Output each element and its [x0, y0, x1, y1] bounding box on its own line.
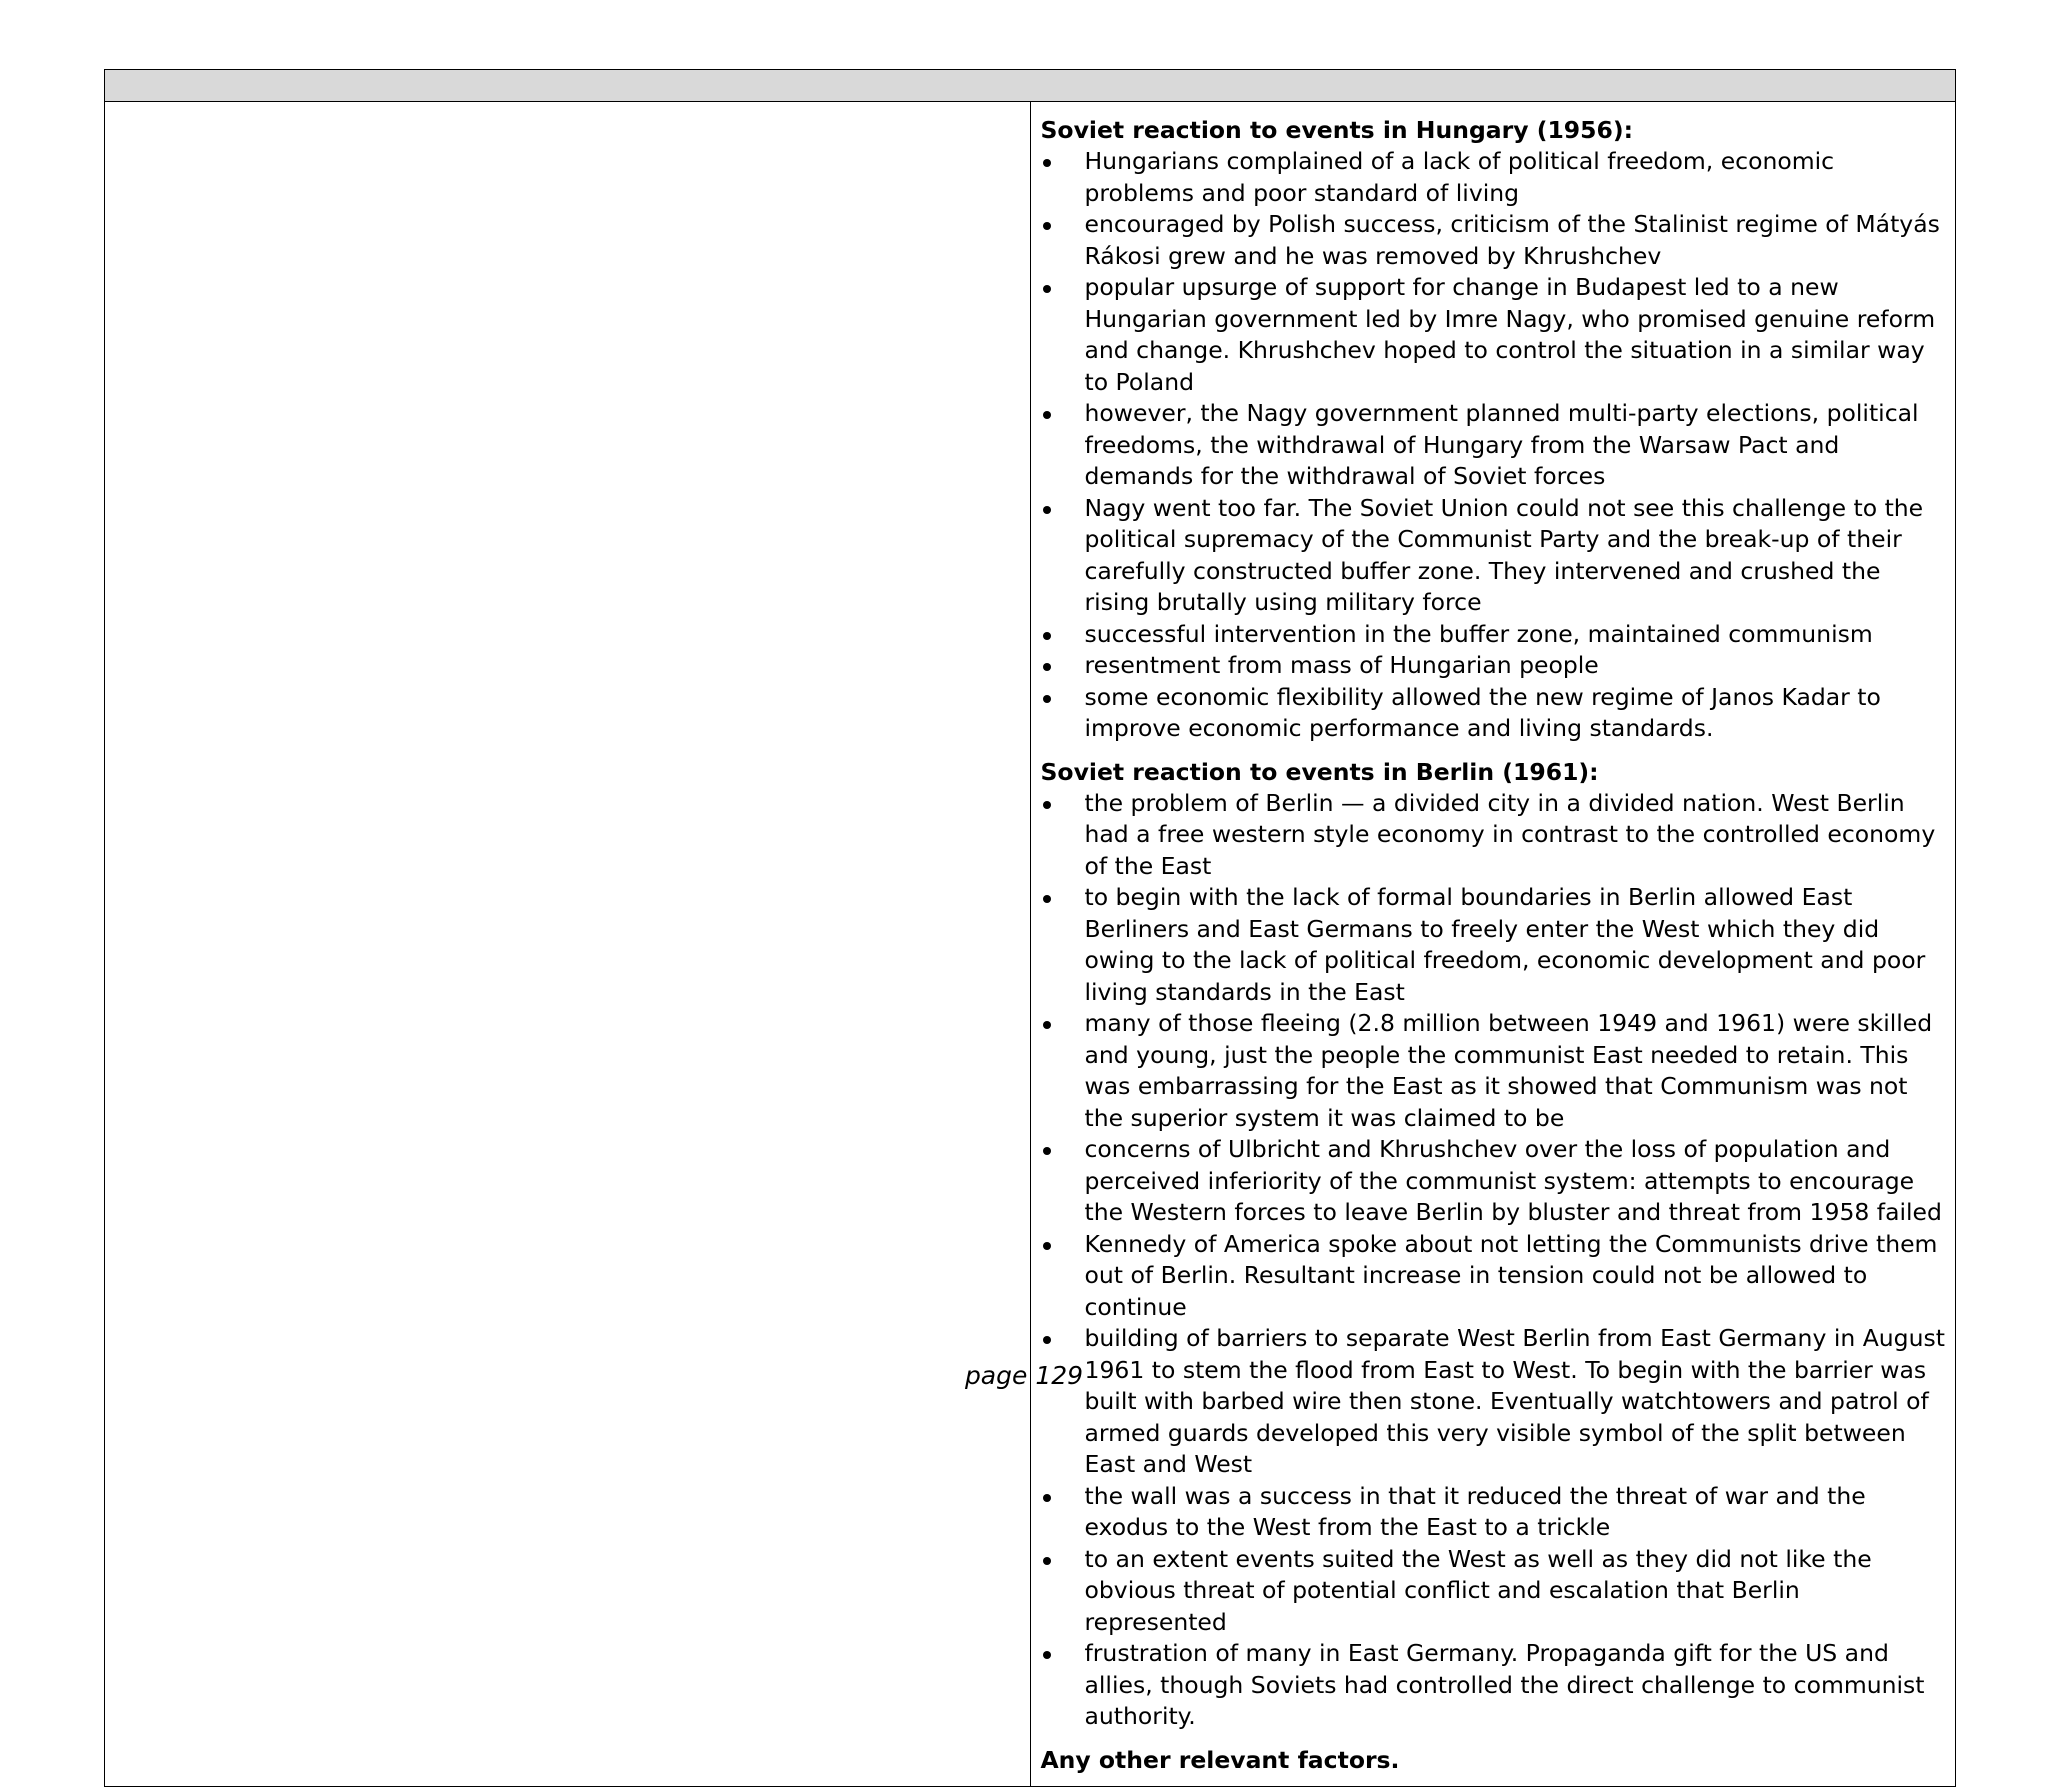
- bullet-icon: [1043, 663, 1051, 671]
- bullet-icon: [1043, 285, 1051, 293]
- bullet-text: encouraged by Polish success, criticism of the Stalinist regime of Mátyás Rákosi grew and he was removed by Khrushchev: [1084, 210, 1940, 270]
- bullet-item: [1041, 619, 1950, 651]
- bullet-item: [1041, 209, 1950, 272]
- bullet-item: [1041, 1008, 1950, 1134]
- bullet-item: [1041, 882, 1950, 1008]
- bullet-text: to an extent events suited the West as well as they did not like the obvious threat of potential conflict and escalation that Berlin represented: [1084, 1544, 1872, 1636]
- section-heading: Soviet reaction to events in Hungary (1956):: [1040, 116, 1633, 144]
- bullet-text: the problem of Berlin — a divided city in a divided nation. West Berlin had a free western style economy in contrast to the controlled economy of the East: [1084, 788, 1936, 880]
- bullet-icon: [1043, 695, 1051, 703]
- bullet-icon: [1043, 159, 1051, 167]
- bullet-item: [1041, 1544, 1950, 1639]
- bullet-item: [1041, 1134, 1950, 1229]
- bullet-icon: [1043, 1147, 1051, 1155]
- bullet-text: popular upsurge of support for change in Budapest led to a new Hungarian government led by Imre Nagy, who promised genuine reform and change. Khrushchev hoped to control the situation in a similar way to Poland: [1084, 273, 1936, 396]
- bullet-text: Kennedy of America spoke about not letting the Communists drive them out of Berlin. Resultant increase in tension could not be allowed to continue: [1084, 1229, 1938, 1321]
- sections-container: [1041, 115, 1950, 1733]
- bullet-list: [1041, 788, 1950, 1733]
- bullet-item: [1041, 1638, 1950, 1733]
- bullet-item: [1041, 272, 1950, 398]
- bullet-text: successful intervention in the buffer zone, maintained communism: [1084, 619, 1873, 648]
- bullet-item: [1041, 493, 1950, 619]
- bullet-icon: [1043, 222, 1051, 230]
- bullet-icon: [1043, 1557, 1051, 1565]
- table-header-cell: [105, 70, 1956, 102]
- question-number-cell: [105, 102, 1031, 1787]
- bullet-text: Nagy went too far. The Soviet Union could not see this challenge to the political supremacy of the Communist Party and the break-up of their carefully constructed buffer zone. They intervened and crushed the rising brutally using military force: [1084, 493, 1924, 616]
- bullet-text: resentment from mass of Hungarian people: [1084, 651, 1599, 679]
- section-heading: Soviet reaction to events in Berlin (1961):: [1040, 757, 1599, 786]
- bullet-list: [1041, 146, 1950, 745]
- bullet-text: some economic flexibility allowed the new regime of Janos Kadar to improve economic performance and living standards.: [1084, 682, 1881, 742]
- marking-table: [104, 69, 1956, 1787]
- bullet-icon: [1043, 506, 1051, 514]
- bullet-item: [1041, 788, 1950, 883]
- bullet-item: [1041, 398, 1950, 493]
- bullet-text: many of those fleeing (2.8 million between 1949 and 1961) were skilled and young, just the people the communist East needed to retain. This was embarrassing for the East as it showed that Communism was not the superior system it was claimed to be: [1084, 1009, 1933, 1132]
- bullet-item: [1041, 1323, 1950, 1481]
- bullet-item: [1041, 650, 1950, 682]
- bullet-icon: [1043, 1336, 1051, 1344]
- bullet-text: concerns of Ulbricht and Khrushchev over the loss of population and perceived inferiority of the communist system: attempts to encourage the Western forces to leave Berlin by bluster and threat from 1958 failed: [1084, 1135, 1942, 1226]
- bullet-icon: [1043, 1651, 1051, 1659]
- bullet-item: [1041, 1229, 1950, 1324]
- bullet-item: [1041, 146, 1950, 209]
- bullet-text: frustration of many in East Germany. Propaganda gift for the US and allies, though Soviets had controlled the direct challenge to communist authority.: [1084, 1639, 1925, 1730]
- answer-content-cell: [1030, 102, 1956, 1787]
- bullet-text: however, the Nagy government planned multi-party elections, political freedoms, the withdrawal of Hungary from the Warsaw Pact and demands for the withdrawal of Soviet forces: [1084, 399, 1919, 490]
- bullet-icon: [1043, 411, 1051, 419]
- bullet-text: building of barriers to separate West Berlin from East Germany in August 1961 to stem the flood from East to West. To begin with the barrier was built with barbed wire then stone. Eventually watchtowers and patrol of armed guards developed this very visible symbol of the split between East and West: [1084, 1324, 1945, 1478]
- bullet-item: [1041, 682, 1950, 745]
- bullet-text: the wall was a success in that it reduced the threat of war and the exodus to the West from the East to a trickle: [1084, 1481, 1866, 1541]
- bullet-text: to begin with the lack of formal boundaries in Berlin allowed East Berliners and East Germans to freely enter the West which they did owing to the lack of political freedom, economic development and poor living standards in the East: [1084, 883, 1926, 1006]
- bullet-icon: [1043, 632, 1051, 640]
- page-number: page 129: [964, 1361, 1084, 1390]
- bullet-icon: [1043, 801, 1051, 809]
- table-content-row: [105, 102, 1956, 1787]
- bullet-icon: [1043, 1494, 1051, 1502]
- closing-note: Any other relevant factors.: [1040, 1745, 1400, 1774]
- table-header-row: [105, 70, 1956, 102]
- bullet-icon: [1043, 1242, 1051, 1250]
- bullet-icon: [1043, 1021, 1051, 1029]
- bullet-item: [1041, 1481, 1950, 1544]
- bullet-text: Hungarians complained of a lack of political freedom, economic problems and poor standard of living: [1084, 147, 1835, 207]
- bullet-icon: [1043, 895, 1051, 903]
